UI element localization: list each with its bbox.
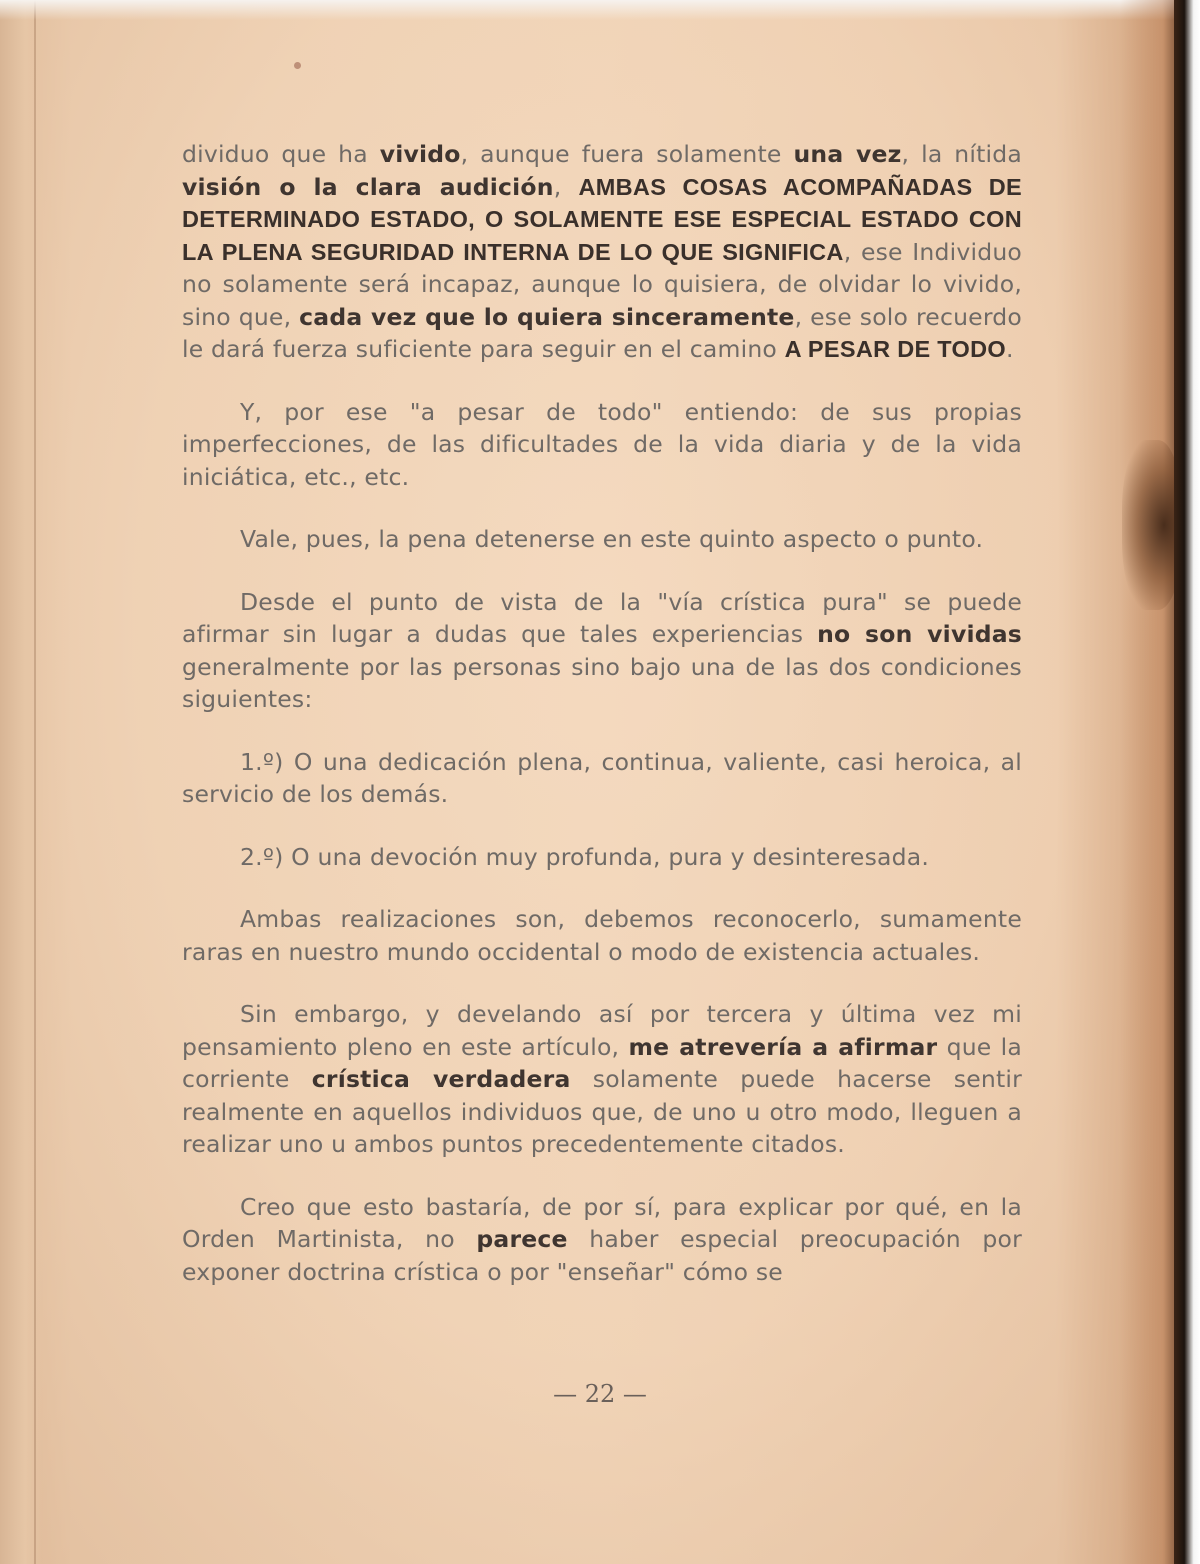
emphasis-bold: no son vividas — [817, 620, 1022, 648]
emphasis-caps: AMBAS COSAS ACOMPAÑADAS DE DETERMINADO ESTADO, O SOLAMENTE ESE ESPECIAL ESTADO CON LA PLENA SEGURIDAD INTERNA DE LO QUE SIGNIFICA — [182, 173, 1023, 265]
binding-edge — [34, 0, 36, 1564]
paragraph — [182, 396, 1022, 494]
text-run: 1.º) O una dedicación plena, continua, valiente, casi heroica, al servicio de los demás. — [182, 747, 1022, 808]
text-run: que la corriente — [182, 1032, 1022, 1093]
text-run: Vale, pues, la pena detenerse en este quinto aspecto o punto. — [240, 525, 984, 553]
text-run: , — [553, 172, 579, 201]
paragraph — [182, 138, 1022, 366]
emphasis-bold: vivido — [379, 140, 461, 168]
ink-spot — [294, 62, 301, 69]
text-run: Sin embargo, y develando así por tercera y última vez mi pensamiento pleno en este artículo, — [182, 1000, 1022, 1061]
text-run: Creo que esto bastaría, de por sí, para explicar por qué, en la Orden Martinista, no — [182, 1192, 1022, 1253]
paragraph — [182, 998, 1022, 1161]
body-text — [182, 138, 1022, 1318]
text-run: generalmente por las personas sino bajo una de las dos condiciones siguientes: — [182, 652, 1022, 713]
page-top-edge — [0, 0, 1200, 20]
paragraph — [182, 586, 1022, 716]
text-run: , ese solo recuerdo le dará fuerza suficiente para seguir en el camino — [182, 302, 1022, 363]
page-number: — 22 — — [553, 1380, 647, 1408]
text-run: dividuo que ha — [182, 140, 380, 168]
paragraph — [182, 841, 1022, 874]
text-run: Ambas realizaciones son, debemos reconocerlo, sumamente raras en nuestro mundo occidental o modo de existencia actuales. — [182, 905, 1022, 966]
emphasis-bold: visión o la clara audición — [182, 172, 554, 201]
emphasis-bold: cada vez que lo quiera sinceramente — [299, 302, 795, 331]
emphasis-bold: parece — [476, 1225, 568, 1253]
paragraph — [182, 903, 1022, 968]
text-run: Desde el punto de vista de la "vía crística pura" se puede afirmar sin lugar a dudas que tales experiencias — [182, 587, 1022, 648]
page-stain — [1122, 440, 1182, 610]
emphasis-bold: crística verdadera — [311, 1065, 571, 1093]
text-run: , aunque fuera solamente — [460, 140, 794, 168]
text-run: haber especial preocupación por exponer doctrina crística o por "enseñar" cómo se — [182, 1225, 1022, 1286]
paragraph — [182, 746, 1022, 811]
text-run: solamente puede hacerse sentir realmente en aquellos individuos que, de uno u otro modo, lleguen a realizar uno u ambos puntos precedentemente citados. — [182, 1065, 1022, 1158]
text-run: . — [1005, 335, 1014, 363]
text-run: 2.º) O una devoción muy profunda, pura y desinteresada. — [240, 842, 930, 871]
paragraph — [182, 1191, 1022, 1289]
page-right-edge — [1174, 0, 1200, 1564]
emphasis-bold: me atrevería a afirmar — [628, 1032, 938, 1061]
emphasis-bold: una vez — [793, 140, 902, 168]
paragraph — [182, 523, 1022, 556]
emphasis-caps: A PESAR DE TODO — [784, 336, 1006, 362]
text-run: , la nítida — [901, 140, 1022, 168]
text-run: Y, por ese "a pesar de todo" entiendo: de sus propias imperfecciones, de las dificultades de la vida diaria y de la vida iniciática, etc., etc. — [182, 397, 1022, 491]
text-run: , ese Individuo no solamente será incapaz, aunque lo quisiera, de olvidar lo vivido, sino que, — [182, 237, 1022, 331]
